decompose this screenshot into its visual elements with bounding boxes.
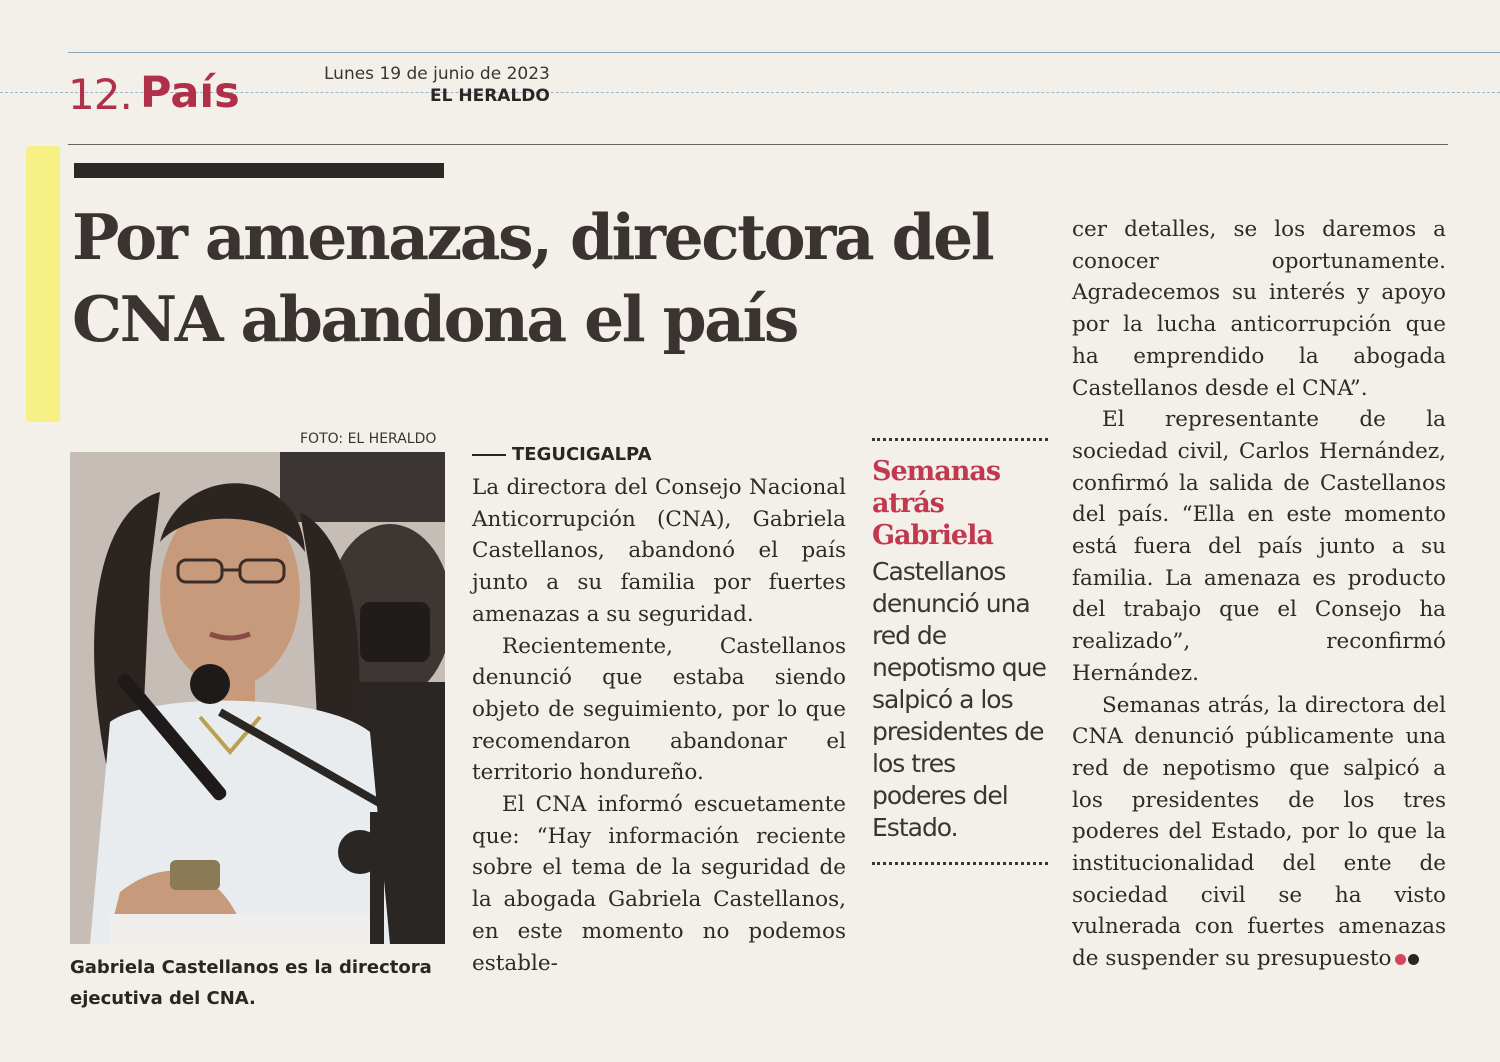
- highlighter-mark: [26, 146, 60, 422]
- portrait-illustration: [70, 452, 445, 944]
- section-name: País: [140, 68, 240, 118]
- paragraph: [1072, 690, 1446, 975]
- kicker-bar: [74, 163, 444, 178]
- end-mark-dot-icon: [1395, 954, 1406, 965]
- sidebar-top-rule: [872, 438, 1048, 441]
- article-column-1: [472, 472, 846, 979]
- end-mark-dot-icon: [1408, 954, 1419, 965]
- sidebar-title: Semanas atrás Gabriela: [872, 456, 1001, 551]
- newspaper-name: EL HERALDO: [430, 86, 550, 106]
- header-rule: [68, 144, 1448, 145]
- issue-date: Lunes 19 de junio de 2023: [324, 64, 550, 84]
- article-photo: [70, 452, 445, 944]
- paragraph: Recientemente, Castellanos denunció que estaba siendo objeto de seguimiento, por lo que recomendaron abandonar el territorio hondureño.: [472, 633, 846, 786]
- closing-paragraph-text: Semanas atrás, la directora del CNA denunció públicamente una red de nepotismo que salpicó a los presidentes de los tres poderes del Estado, por lo que la institucionalidad del ente de sociedad civil se ha visto vulnerada con fuertes amenazas de suspender su presupuesto: [1072, 692, 1446, 972]
- photo-caption: Gabriela Castellanos es la directora ejecutiva del CNA.: [70, 957, 432, 1009]
- sidebar-text: Castellanos denunció una red de nepotismo que salpicó a los presidentes de los tres poderes del Estado.: [872, 557, 1046, 842]
- paragraph: La directora del Consejo Nacional Anticorrupción (CNA), Gabriela Castellanos, abandonó el país junto a su familia por fuertes amenazas a su seguridad.: [472, 475, 846, 627]
- paragraph: El representante de la sociedad civil, Carlos Hernández, confirmó la salida de Castellanos del país. “Ella en este momento está fuera del país junto a su familia. La amenaza es producto del trabajo que el Consejo ha realizado”, reconfirmó Hernández.: [1072, 407, 1446, 686]
- paragraph: El CNA informó escuetamente que: “Hay información reciente sobre el tema de la seguridad de la abogada Gabriela Castellanos, en este momento no podemos estable-: [472, 792, 846, 976]
- paragraph: cer detalles, se los daremos a conocer oportunamente. Agradecemos su interés y apoyo por la lucha anticorrupción que ha emprendido la abogada Castellanos desde el CNA”.: [1072, 217, 1446, 401]
- page-number: 12.: [68, 70, 132, 119]
- dateline: TEGUCIGALPA: [472, 444, 652, 465]
- sidebar-bottom-rule: [872, 862, 1048, 865]
- headline: Por amenazas, directora del CNA abandona el país: [72, 200, 993, 356]
- article-column-3: [1072, 214, 1446, 975]
- top-rule: [68, 52, 1500, 53]
- photo-credit: FOTO: EL HERALDO: [300, 431, 437, 447]
